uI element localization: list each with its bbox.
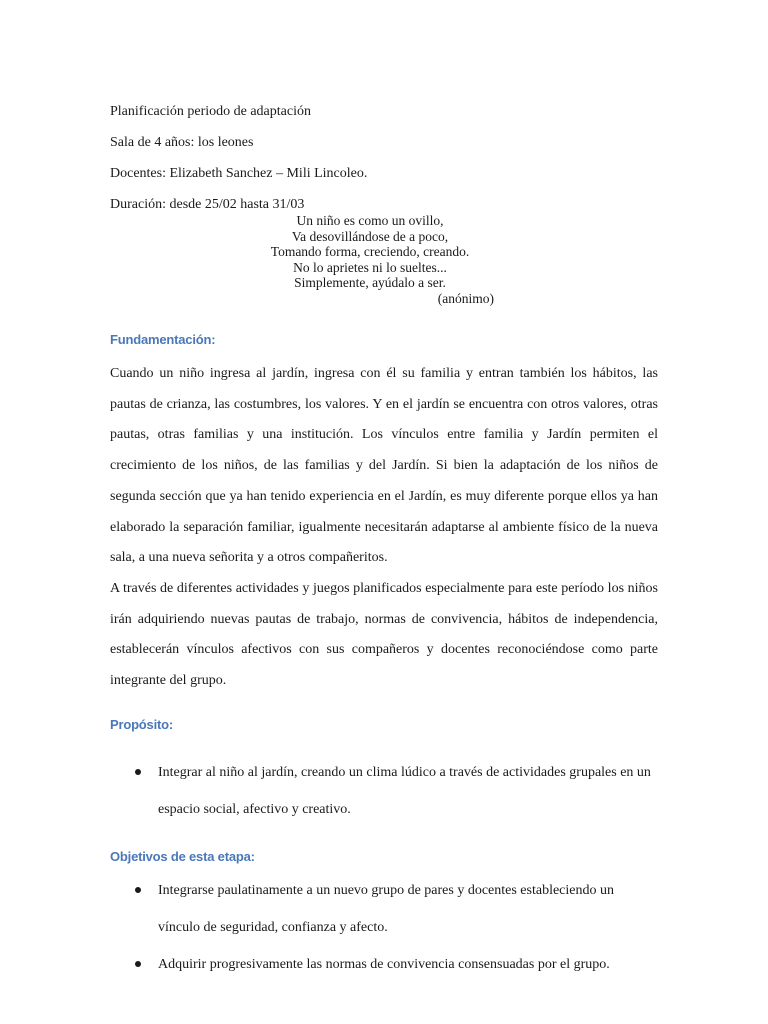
fundamentacion-heading: Fundamentación:	[110, 332, 216, 347]
bullet-icon	[135, 887, 141, 893]
proposito-heading: Propósito:	[110, 717, 173, 732]
fundamentacion-paragraph-1: Cuando un niño ingresa al jardín, ingresa con él su familia y entran también los hábitos, las pautas de crianza, las costumbres, los valores. Y en el jardín se encuentra con otros valores, otras pautas, otras familias y una institución. Los vínculos entre familia y Jardín permiten el crecimiento de los niños, de las familias y del Jardín. Si bien la adaptación de los niños de segunda sección que ya han tenido experiencia en el Jardín, es muy diferente porque ellos ya han elaborado la separación familiar, igualmente necesitarán adaptarse al ambiente físico de la nueva sala, a una nueva señorita y a otros compañeritos.	[110, 366, 658, 566]
list-item	[110, 872, 658, 946]
bullet-icon	[135, 961, 141, 967]
fundamentacion-paragraph-2: A través de diferentes actividades y juegos planificados especialmente para este período los niños irán adquiriendo nuevas pautas de trabajo, normas de convivencia, hábitos de independencia, establecerán vínculos afectivos con sus compañeros y docentes reconociéndose como parte integrante del grupo.	[110, 580, 658, 689]
poem-author: (anónimo)	[437, 290, 494, 306]
duracion-line: Duración: desde 25/02 hasta 31/03	[110, 197, 305, 212]
poem-line: Va desovillándose de a poco,	[291, 228, 449, 244]
list-item	[110, 754, 658, 828]
bullet-icon	[135, 769, 141, 775]
poem-line: Tomando forma, creciendo, creando.	[270, 244, 470, 259]
list-item-text: Integrar al niño al jardín, creando un clima lúdico a través de actividades grupales en un espacio social, afectivo y creativo.	[158, 765, 651, 817]
objetivos-list	[110, 872, 658, 983]
objetivos-heading: Objetivos de esta etapa:	[110, 849, 255, 864]
poem-line: No lo aprietes ni lo sueltes...	[293, 259, 447, 275]
docentes-line: Docentes: Elizabeth Sanchez – Mili Lincoleo.	[110, 166, 368, 181]
proposito-list	[110, 754, 658, 828]
poem-line: Un niño es como un ovillo,	[296, 213, 444, 228]
poem	[250, 213, 494, 306]
list-item	[110, 946, 658, 983]
sala-line: Sala de 4 años: los leones	[110, 135, 254, 150]
list-item-text: Adquirir progresivamente las normas de convivencia consensuadas por el grupo.	[158, 957, 610, 972]
poem-line: Simplemente, ayúdalo a ser.	[294, 275, 446, 290]
document-title: Planificación periodo de adaptación	[110, 104, 311, 119]
fundamentacion-body	[110, 359, 658, 697]
list-item-text: Integrarse paulatinamente a un nuevo grupo de pares y docentes estableciendo un vínculo de seguridad, confianza y afecto.	[158, 883, 614, 935]
